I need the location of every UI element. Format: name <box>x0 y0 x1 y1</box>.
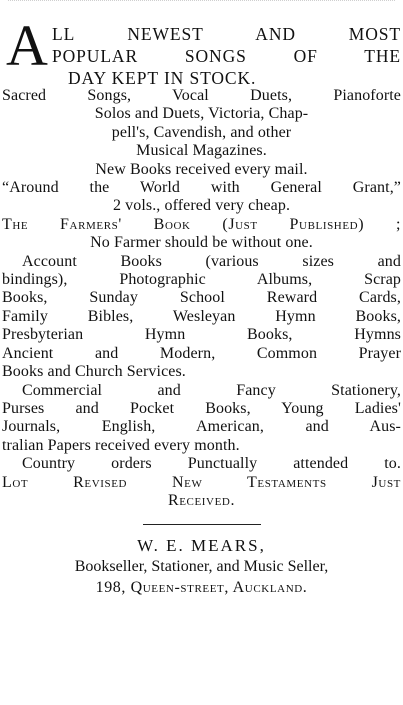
body-line: Solos and Duets, Victoria, Chap- <box>94 105 309 123</box>
body-line: Musical Magazines. <box>136 142 267 160</box>
body-line: 2 vols., offered very cheap. <box>112 197 291 215</box>
drop-cap: A <box>6 13 48 78</box>
body-line: New Books received every mail. <box>95 160 308 178</box>
seller-address: 198, Queen-street, Auckland. <box>95 579 308 597</box>
body-line: “Around the World with General Grant,” <box>2 179 401 197</box>
body-line: The Farmers' Book (Just Published) ; <box>2 215 401 233</box>
body-line: Commercial and Fancy Stationery, <box>22 381 401 399</box>
headline <box>2 13 401 97</box>
body-line: Ancient and Modern, Common Prayer <box>2 344 401 362</box>
body-line: Books and Church Services. <box>2 363 186 381</box>
headline-line-1: LL NEWEST AND MOST <box>52 24 401 44</box>
body-line: Journals, English, American, and Aus- <box>2 418 401 436</box>
body-line: Books, Sunday School Reward Cards, <box>2 289 401 307</box>
seller-trades: Bookseller, Stationer, and Music Seller, <box>74 558 329 576</box>
headline-line-3: DAY KEPT IN STOCK. <box>68 68 257 88</box>
body-line: bindings), Photographic Albums, Scrap <box>2 271 401 289</box>
headline-line-2: POPULAR SONGS OF THE <box>52 46 401 66</box>
body-line: Sacred Songs, Vocal Duets, Pianoforte <box>2 87 401 104</box>
body-line: tralian Papers received every month. <box>2 436 240 454</box>
body-line: Purses and Pocket Books, Young Ladies' <box>2 399 401 417</box>
body-line: Account Books (various sizes and <box>22 252 401 270</box>
advertisement-body <box>2 87 401 510</box>
seller-name: W. E. MEARS, <box>137 536 266 556</box>
body-line: Lot Revised New Testaments Just <box>2 473 401 491</box>
body-line: Received. <box>167 491 236 509</box>
body-line: pell's, Cavendish, and other <box>111 123 292 141</box>
divider-rule <box>143 524 261 525</box>
body-line: Family Bibles, Wesleyan Hymn Books, <box>2 307 401 325</box>
body-line: No Farmer should be without one. <box>90 234 313 252</box>
body-line: Presbyterian Hymn Books, Hymns <box>2 326 401 344</box>
body-line: Country orders Punctually attended to. <box>22 455 401 473</box>
top-border <box>8 0 395 5</box>
